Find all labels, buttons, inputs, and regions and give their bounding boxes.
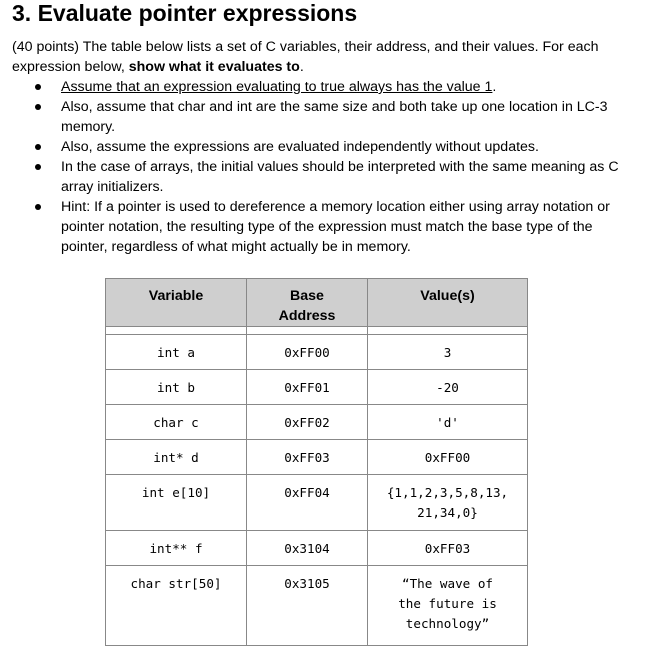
bullet-icon [35,204,41,210]
cell-variable: char c [106,405,247,440]
table-row [106,370,528,405]
intro-paragraph [12,37,632,77]
cell-variable: int* d [106,440,247,475]
table-row [106,566,528,646]
header-values: Value(s) [368,279,528,327]
cell-value: 'd' [368,405,528,440]
cell-variable: int e[10] [106,475,247,531]
variables-table [105,278,528,646]
cell-variable: char str[50] [106,566,247,646]
cell-value: 3 [368,335,528,370]
cell-value: -20 [368,370,528,405]
cell-address: 0xFF03 [247,440,368,475]
bullet-icon [35,84,41,90]
cell-value: 0xFF00 [368,440,528,475]
cell-address: 0x3104 [247,531,368,566]
header-variable: Variable [106,279,247,327]
assumption-true-value: Assume that an expression evaluating to true always has the value 1 [61,79,493,95]
bullet-icon [35,164,41,170]
intro-text-start: (40 points) The table below lists a set of C variables, their address, and their values. For each expression below, [12,39,599,75]
list-item [0,137,639,157]
list-item: Assume that an expression evaluating to true always has the value 1. [0,77,639,97]
list-item [0,97,639,137]
cell-address: 0xFF02 [247,405,368,440]
table-row [106,335,528,370]
bullet-icon [35,144,41,150]
cell-value: {1,1,2,3,5,8,13,21,34,0} [368,475,528,531]
table-row [106,405,528,440]
cell-variable: int** f [106,531,247,566]
bullet-icon [35,104,41,110]
table-row [106,531,528,566]
cell-variable: int a [106,335,247,370]
assumptions-list [0,77,640,257]
cell-address: 0xFF04 [247,475,368,531]
intro-bold-text: show what it evaluates to [128,59,300,75]
intro-text-end: . [299,59,304,75]
cell-address: 0xFF01 [247,370,368,405]
cell-address: 0xFF00 [247,335,368,370]
header-base-address: Base Address [247,279,368,327]
list-item [0,157,639,197]
assumption-text: Also, assume the expressions are evaluated independently without updates. [61,139,539,155]
list-item [0,197,639,257]
table-header-row [106,279,528,327]
table-row [106,440,528,475]
cell-variable: int b [106,370,247,405]
table-row [106,475,528,531]
cell-value: 0xFF03 [368,531,528,566]
assumption-text: Also, assume that char and int are the same size and both take up one location in LC-3 memory. [61,99,608,135]
cell-value: “The wave of the future is technology” [368,566,528,646]
section-heading: 3. Evaluate pointer expressions [12,0,358,26]
assumption-text: In the case of arrays, the initial values should be interpreted with the same meaning as C array initializers. [61,159,619,195]
hint-text: Hint: If a pointer is used to dereference a memory location either using array notation or pointer notation, the resulting type of the expression must match the base type of the pointer, regardless of what might actually be in memory. [61,199,610,255]
cell-address: 0x3105 [247,566,368,646]
